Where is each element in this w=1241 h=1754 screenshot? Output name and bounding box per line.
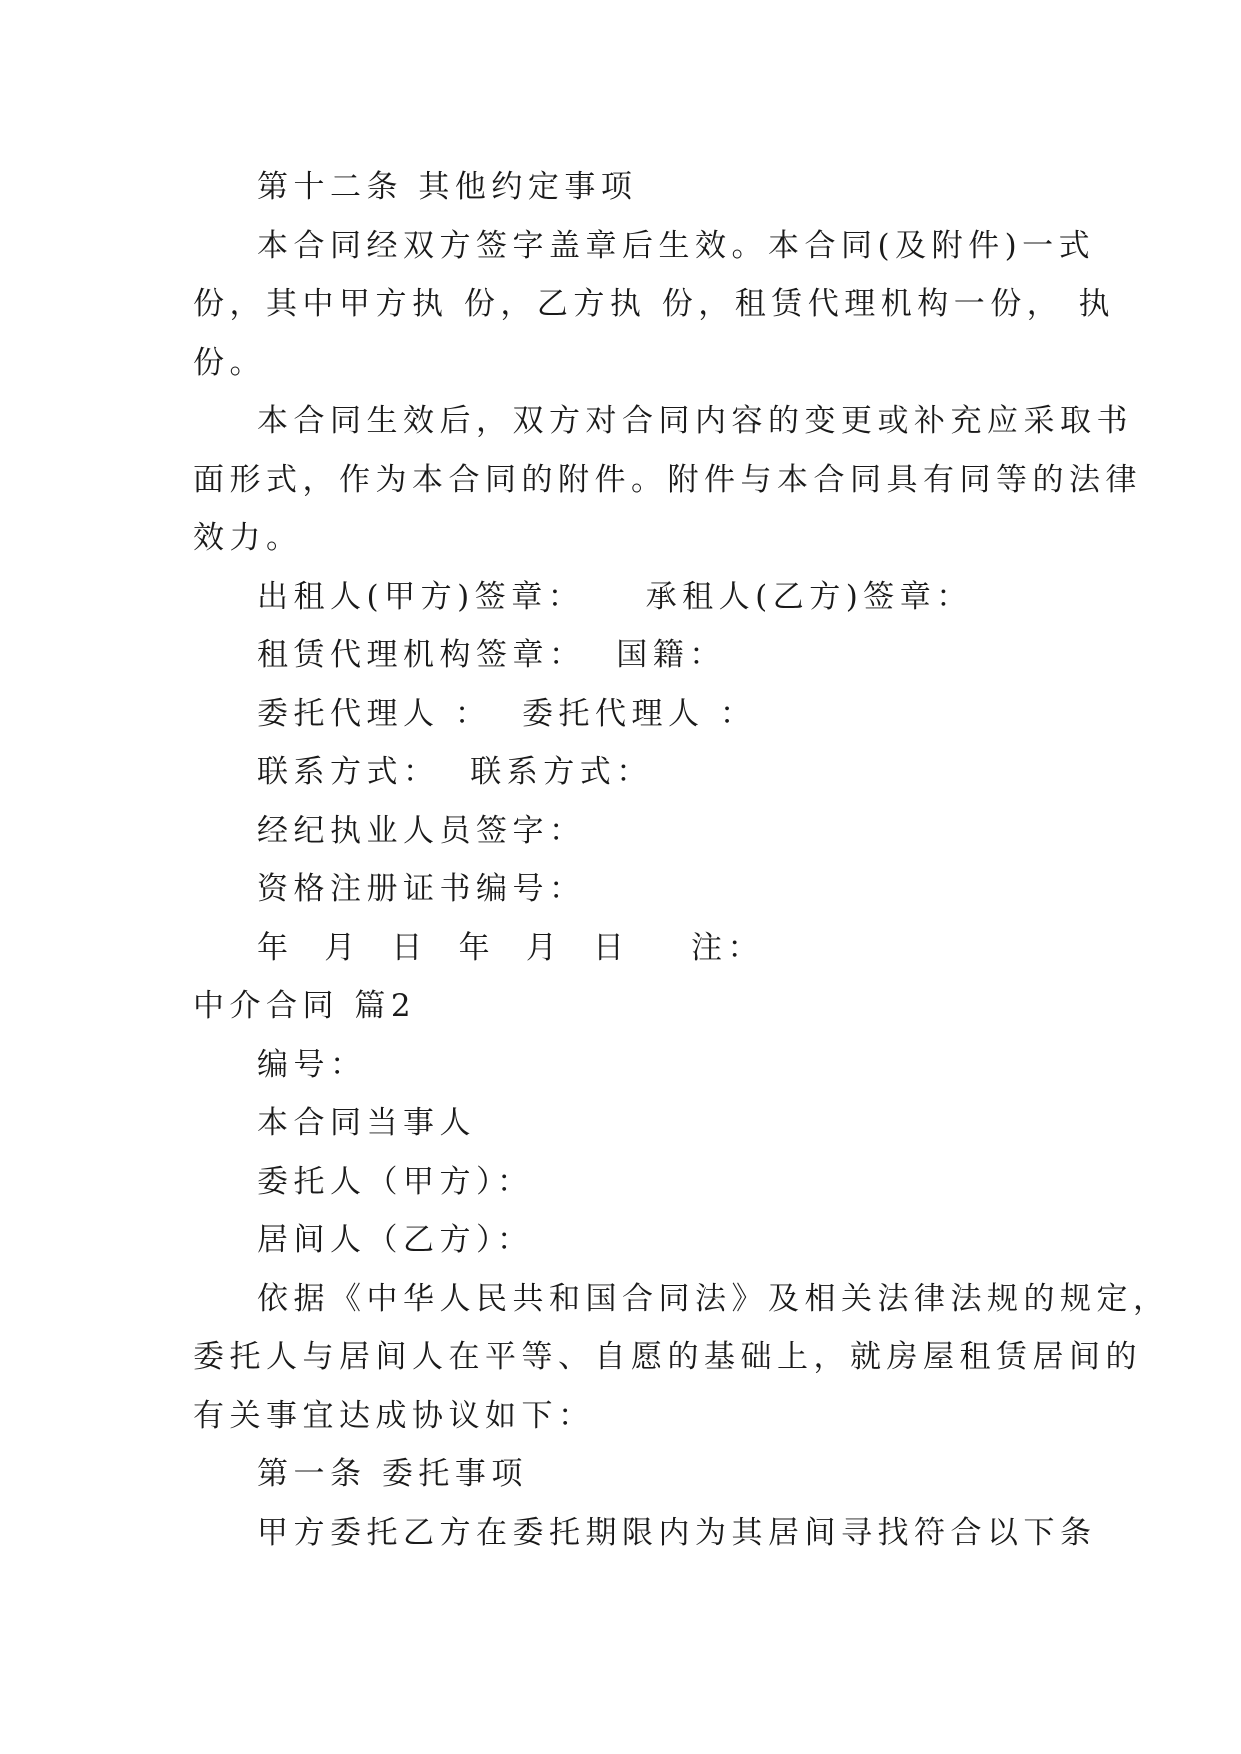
paragraph-line: 份，其中甲方执 份，乙方执 份，租赁代理机构一份， 执	[193, 286, 1116, 322]
article-12-heading: 第十二条 其他约定事项	[257, 169, 638, 205]
paragraph-line: 有关事宜达成协议如下：	[193, 1397, 595, 1434]
paragraph-line: 本合同生效后，双方对合同内容的变更或补充应采取书	[257, 403, 1133, 439]
paragraph-line: 面形式，作为本合同的附件。附件与本合同具有同等的法律	[193, 461, 1142, 498]
signature-broker: 经纪执业人员签字：	[257, 812, 586, 849]
contract-number-label: 编号：	[257, 1046, 367, 1083]
paragraph-line: 本合同经双方签字盖章后生效。本合同(及附件)一式	[257, 227, 1096, 264]
paragraph-line: 委托人与居间人在平等、自愿的基础上，就房屋租赁居间的	[193, 1339, 1142, 1375]
paragraph-line: 效力。	[193, 520, 303, 556]
signature-agency-nationality: 租赁代理机构签章： 国籍：	[257, 637, 726, 673]
signature-lessor-lessee: 出租人(甲方)签章： 承租人(乙方)签章：	[257, 578, 973, 615]
paragraph-line: 甲方委托乙方在委托期限内为其居间寻找符合以下条	[257, 1514, 1097, 1551]
signature-contacts: 联系方式： 联系方式：	[257, 754, 653, 790]
paragraph-line: 份。	[193, 344, 266, 381]
section-title: 中介合同 篇2	[193, 988, 417, 1024]
article-1-heading: 第一条 委托事项	[257, 1456, 528, 1492]
intermediary-label: 居间人（乙方）：	[257, 1222, 534, 1258]
signature-agents: 委托代理人 ： 委托代理人 ：	[257, 695, 757, 732]
principal-label: 委托人（甲方）：	[257, 1163, 534, 1200]
signature-dates: 年 月 日 年 月 日 注：	[257, 929, 764, 966]
parties-heading: 本合同当事人	[257, 1105, 476, 1141]
paragraph-line: 依据《中华人民共和国合同法》及相关法律法规的规定，	[257, 1280, 1170, 1317]
document-body	[193, 158, 1170, 1562]
signature-certificate-number: 资格注册证书编号：	[257, 871, 586, 907]
